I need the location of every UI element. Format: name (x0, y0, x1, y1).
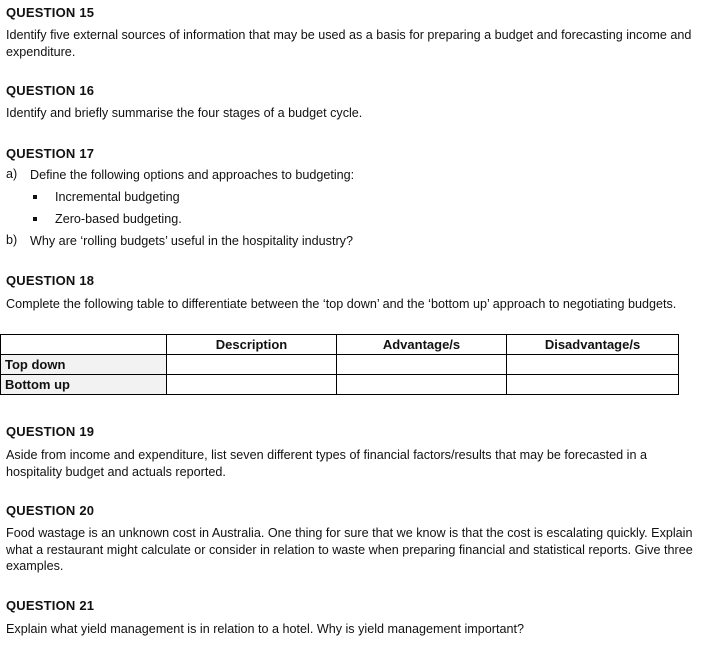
part-b-text: Why are ‘rolling budgets’ useful in the hospitality industry? (30, 234, 353, 248)
table-header-cell (1, 335, 167, 355)
question-label: QUESTION (6, 273, 76, 288)
question-number: 17 (79, 146, 95, 161)
question-20-heading (6, 503, 94, 518)
budget-approach-table (0, 334, 679, 395)
part-a-marker: a) (6, 167, 18, 181)
bullet-item: Zero-based budgeting. (55, 212, 182, 226)
question-18-heading (6, 273, 94, 288)
question-21-heading (6, 598, 94, 613)
question-19-text: Aside from income and expenditure, list seven different types of financial factors/results that may be forecasted in a hospitality budget and actuals reported. (6, 448, 647, 479)
question-21-text: Explain what yield management is in relation to a hotel. Why is yield management important? (6, 622, 525, 636)
table-header-cell: Disadvantage/s (507, 335, 679, 355)
question-label: QUESTION (6, 598, 76, 613)
question-number: 16 (79, 83, 95, 98)
question-number: 20 (79, 503, 95, 518)
table-header-cell: Advantage/s (337, 335, 507, 355)
question-label: QUESTION (6, 424, 76, 439)
table-cell[interactable] (507, 375, 679, 395)
question-label: QUESTION (6, 5, 76, 20)
question-label: QUESTION (6, 83, 76, 98)
row-label: Bottom up (1, 375, 167, 395)
part-a-text: Define the following options and approaches to budgeting: (30, 168, 355, 182)
question-16-text: Identify and briefly summarise the four stages of a budget cycle. (6, 106, 363, 120)
question-15-text: Identify five external sources of information that may be used as a basis for preparing a budget and forecasting income and expenditure. (6, 28, 692, 59)
row-label: Top down (1, 355, 167, 375)
table-cell[interactable] (337, 355, 507, 375)
square-bullet-icon (33, 195, 37, 199)
table-cell[interactable] (167, 375, 337, 395)
square-bullet-icon (33, 217, 37, 221)
question-number: 21 (79, 598, 95, 613)
table-row (1, 355, 679, 375)
part-b-marker: b) (6, 233, 18, 247)
question-label: QUESTION (6, 503, 76, 518)
table-header-row (1, 335, 679, 355)
table-header-cell: Description (167, 335, 337, 355)
question-16-heading (6, 83, 94, 98)
question-17-heading (6, 146, 94, 161)
question-18-text: Complete the following table to differentiate between the ‘top down’ and the ‘bottom up’ approach to negotiating budgets. (6, 297, 677, 311)
table-cell[interactable] (507, 355, 679, 375)
table-row (1, 375, 679, 395)
question-number: 15 (79, 5, 95, 20)
bullet-item: Incremental budgeting (55, 190, 180, 204)
question-15-heading (6, 5, 94, 20)
question-20-text: Food wastage is an unknown cost in Australia. One thing for sure that we know is that the cost is escalating quickly. Explain what a restaurant might calculate or consider in relation to waste when preparing financial and statistical reports. Give three examples. (6, 526, 693, 573)
question-number: 19 (79, 424, 95, 439)
question-number: 18 (79, 273, 95, 288)
table-cell[interactable] (337, 375, 507, 395)
question-label: QUESTION (6, 146, 76, 161)
table-cell[interactable] (167, 355, 337, 375)
question-19-heading (6, 424, 94, 439)
